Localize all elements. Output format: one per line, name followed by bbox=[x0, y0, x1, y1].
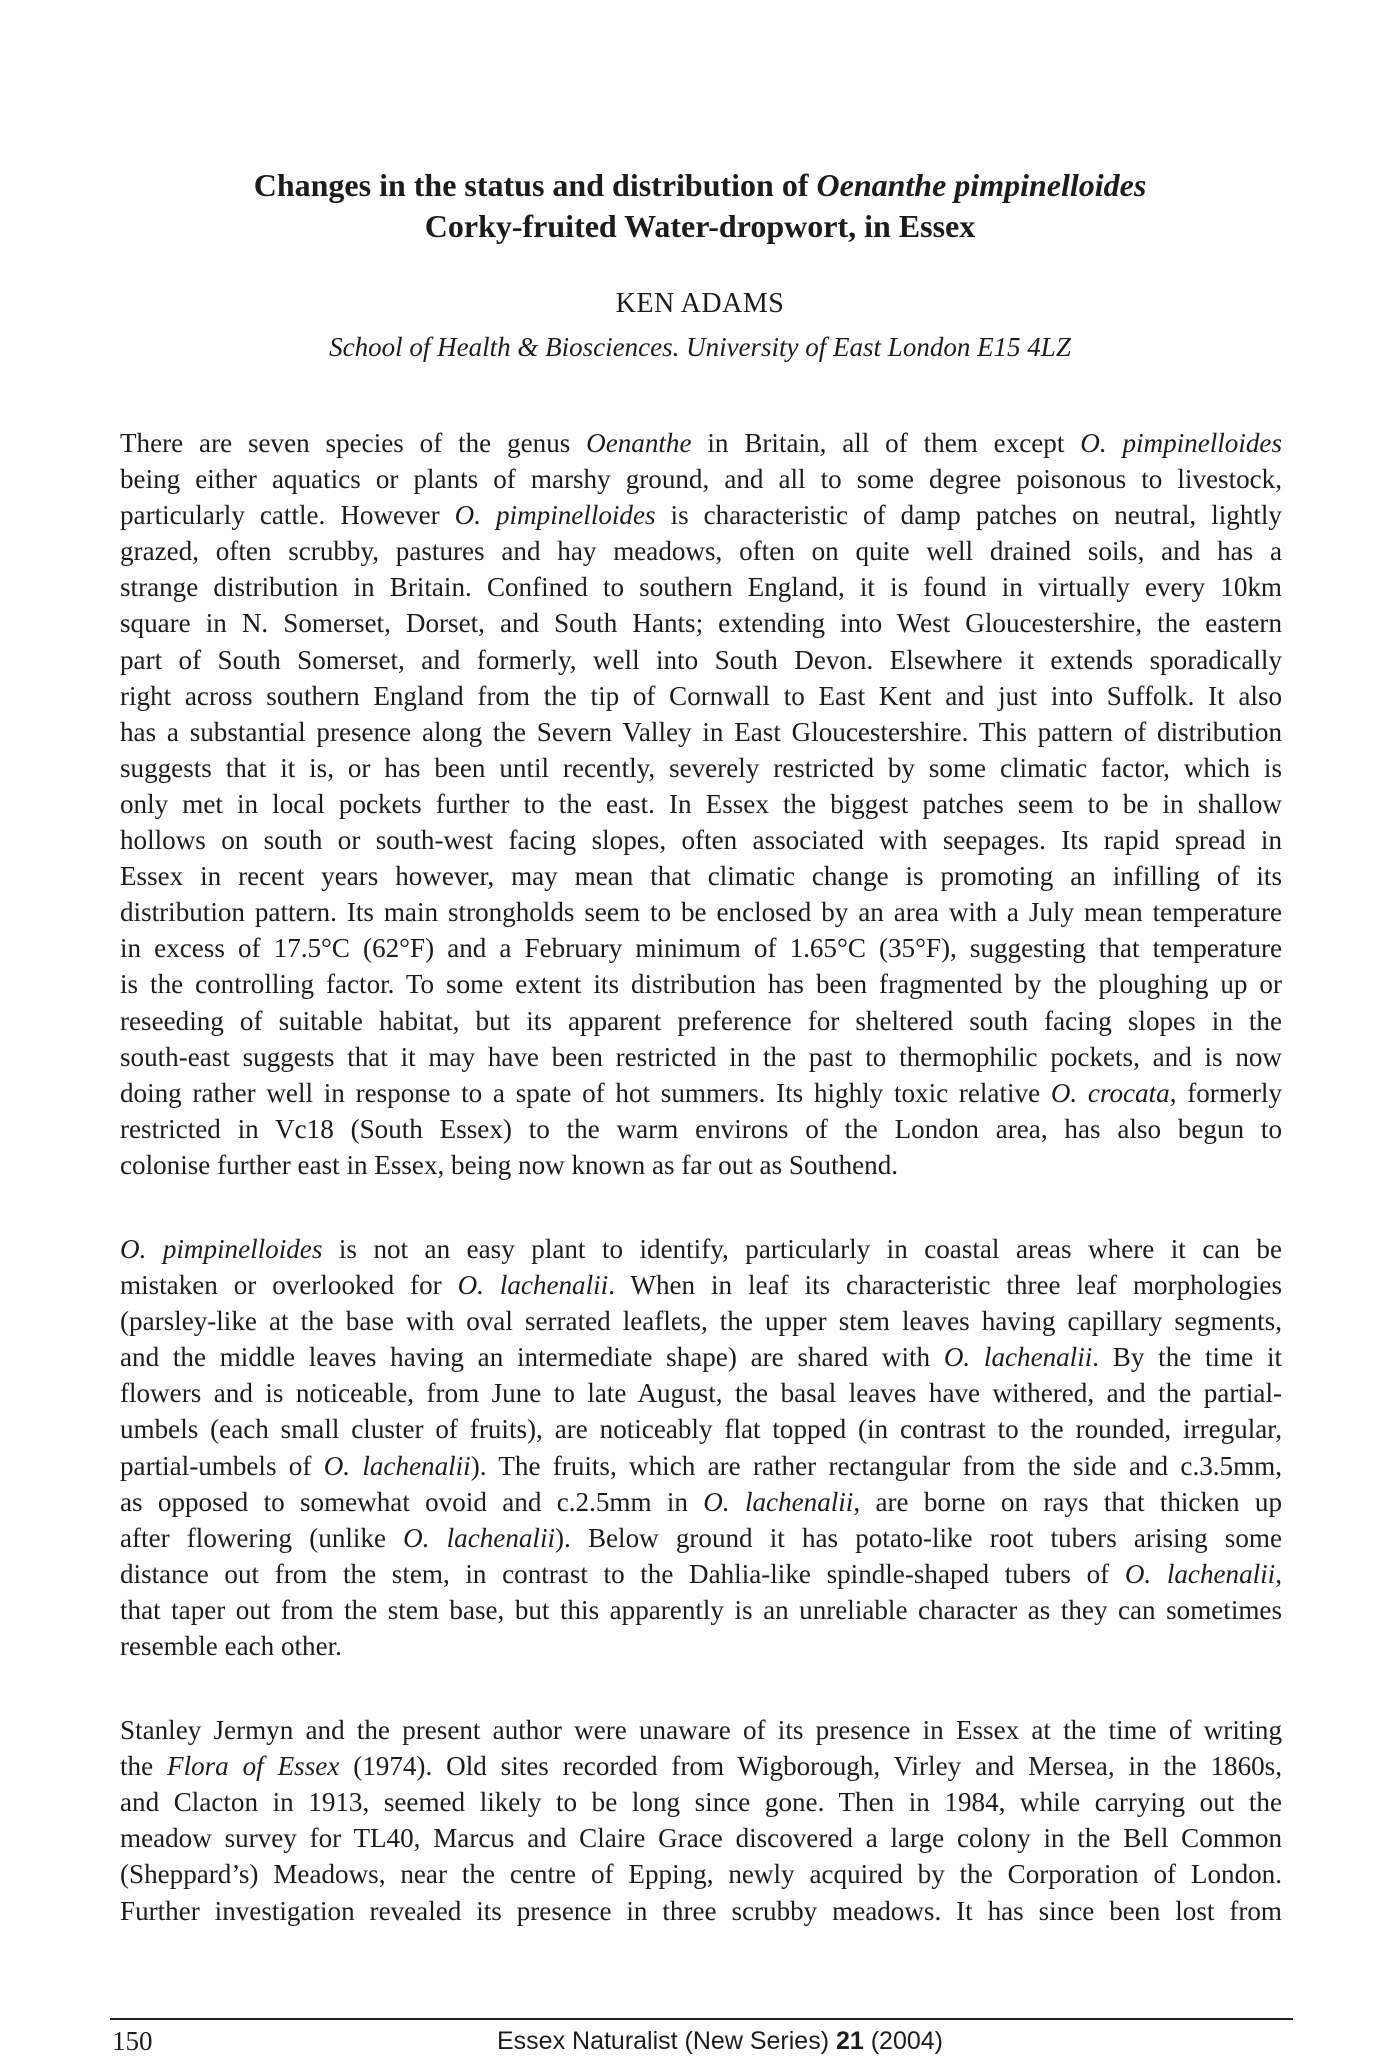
paragraph-line: as opposed to somewhat ovoid and c.2.5mm in O. lachenalii, are borne on rays that thicken up bbox=[120, 1486, 1282, 1517]
paragraph-line: meadow survey for TL40, Marcus and Claire Grace discovered a large colony in the Bell Common bbox=[120, 1823, 1282, 1854]
paragraph-line: Essex in recent years however, may mean that climatic change is promoting an infilling of its bbox=[120, 861, 1282, 892]
paragraph-line: the Flora of Essex (1974). Old sites recorded from Wigborough, Virley and Mersea, in the 1860s, bbox=[120, 1751, 1283, 1782]
title-prefix: Changes in the status and distribution of bbox=[253, 167, 817, 203]
title-species-name: Oenanthe pimpinelloides bbox=[816, 167, 1147, 203]
body-paragraph bbox=[120, 425, 1282, 1183]
paragraph-line: strange distribution in Britain. Confined to southern England, it is found in virtually every 10km bbox=[120, 572, 1282, 603]
author-affiliation: School of Health & Biosciences. University of East London E15 4LZ bbox=[329, 332, 1071, 362]
paragraph-line: doing rather well in response to a spate of hot summers. Its highly toxic relative O. crocata, formerly bbox=[120, 1077, 1282, 1108]
paragraph-line: suggests that it is, or has been until recently, severely restricted by some climatic factor, which is bbox=[120, 752, 1282, 783]
paragraph-line: part of South Somerset, and formerly, well into South Devon. Elsewhere it extends sporadically bbox=[120, 644, 1282, 675]
paragraph-line: and Clacton in 1913, seemed likely to be long since gone. Then in 1984, while carrying out the bbox=[120, 1787, 1282, 1818]
body-paragraph bbox=[120, 1712, 1282, 1929]
paragraph-line: partial-umbels of O. lachenalii). The fruits, which are rather rectangular from the side and c.3.5mm, bbox=[120, 1450, 1283, 1481]
paragraph-line: in excess of 17.5°C (62°F) and a February minimum of 1.65°C (35°F), suggesting that temperature bbox=[120, 933, 1282, 964]
paragraph-line: being either aquatics or plants of marshy ground, and all to some degree poisonous to livestock, bbox=[120, 464, 1282, 495]
body-paragraph bbox=[120, 1231, 1282, 1664]
paragraph-line: reseeding of suitable habitat, but its apparent preference for sheltered south facing slopes in the bbox=[120, 1005, 1282, 1036]
paragraph-line: grazed, often scrubby, pastures and hay meadows, often on quite well drained soils, and has a bbox=[120, 536, 1282, 567]
paragraph-line: that taper out from the stem base, but this apparently is an unreliable character as they can sometimes bbox=[120, 1594, 1282, 1625]
footer-divider bbox=[110, 2018, 1293, 2020]
paragraph-line: resemble each other. bbox=[120, 1631, 342, 1661]
paragraph-line: umbels (each small cluster of fruits), are noticeably flat topped (in contrast to the rounded, irregular, bbox=[120, 1414, 1282, 1445]
paragraph-line: only met in local pockets further to the east. In Essex the biggest patches seem to be in shallow bbox=[120, 788, 1282, 819]
paragraph-line: south-east suggests that it may have been restricted in the past to thermophilic pockets, and is now bbox=[120, 1041, 1282, 1072]
journal-name: Essex Naturalist (New Series) bbox=[496, 2027, 836, 2055]
paragraph-line: colonise further east in Essex, being now known as far out as Southend. bbox=[120, 1149, 899, 1180]
paragraph-line: after flowering (unlike O. lachenalii). Below ground it has potato-like root tubers arising some bbox=[120, 1522, 1282, 1553]
article-title-line-1 bbox=[110, 165, 1290, 206]
paragraph-line: O. pimpinelloides is not an easy plant to identify, particularly in coastal areas where it can be bbox=[120, 1233, 1282, 1264]
paragraph-line: right across southern England from the tip of Cornwall to East Kent and just into Suffolk. It also bbox=[120, 680, 1282, 711]
paragraph-line: mistaken or overlooked for O. lachenalii. When in leaf its characteristic three leaf morphologies bbox=[120, 1270, 1282, 1301]
paragraph-line: Further investigation revealed its presence in three scrubby meadows. It has since been lost from bbox=[120, 1895, 1282, 1926]
paragraph-line: Stanley Jermyn and the present author were unaware of its presence in Essex at the time of writing bbox=[120, 1715, 1282, 1746]
paragraph-line: and the middle leaves having an intermediate shape) are shared with O. lachenalii. By the time it bbox=[120, 1342, 1282, 1373]
article-title-line-2: Corky-fruited Water-dropwort, in Essex bbox=[424, 208, 976, 244]
paragraph-line: (Sheppard’s) Meadows, near the centre of Epping, newly acquired by the Corporation of London. bbox=[120, 1859, 1282, 1890]
paragraph-line: distribution pattern. Its main strongholds seem to be enclosed by an area with a July mean temperature bbox=[120, 897, 1282, 928]
paragraph-line: (parsley-like at the base with oval serrated leaflets, the upper stem leaves having capillary segments, bbox=[120, 1306, 1282, 1337]
paragraph-line: particularly cattle. However O. pimpinelloides is characteristic of damp patches on neutral, lightly bbox=[120, 500, 1282, 531]
journal-year: (2004) bbox=[863, 2027, 943, 2055]
article-body bbox=[120, 425, 1282, 1977]
paragraph-line: is the controlling factor. To some extent its distribution has been fragmented by the ploughing up or bbox=[120, 969, 1282, 1000]
paragraph-line: There are seven species of the genus Oenanthe in Britain, all of them except O. pimpinelloides bbox=[120, 428, 1282, 458]
article-title bbox=[110, 165, 1290, 247]
journal-citation bbox=[460, 2025, 980, 2057]
paragraph-line: hollows on south or south-west facing slopes, often associated with seepages. Its rapid spread in bbox=[120, 825, 1282, 856]
journal-volume: 21 bbox=[835, 2027, 864, 2055]
paragraph-line: restricted in Vc18 (South Essex) to the warm environs of the London area, has also begun to bbox=[120, 1113, 1282, 1144]
paragraph-line: square in N. Somerset, Dorset, and South Hants; extending into West Gloucestershire, the eastern bbox=[120, 608, 1282, 639]
page-number: 150 bbox=[112, 2026, 153, 2056]
paragraph-line: has a substantial presence along the Severn Valley in East Gloucestershire. This pattern of distribution bbox=[120, 716, 1282, 747]
author-name: KEN ADAMS bbox=[615, 288, 785, 319]
paragraph-line: flowers and is noticeable, from June to late August, the basal leaves have withered, and the partial- bbox=[120, 1378, 1282, 1409]
paragraph-line: distance out from the stem, in contrast to the Dahlia-like spindle-shaped tubers of O. lachenalii, bbox=[120, 1558, 1282, 1589]
